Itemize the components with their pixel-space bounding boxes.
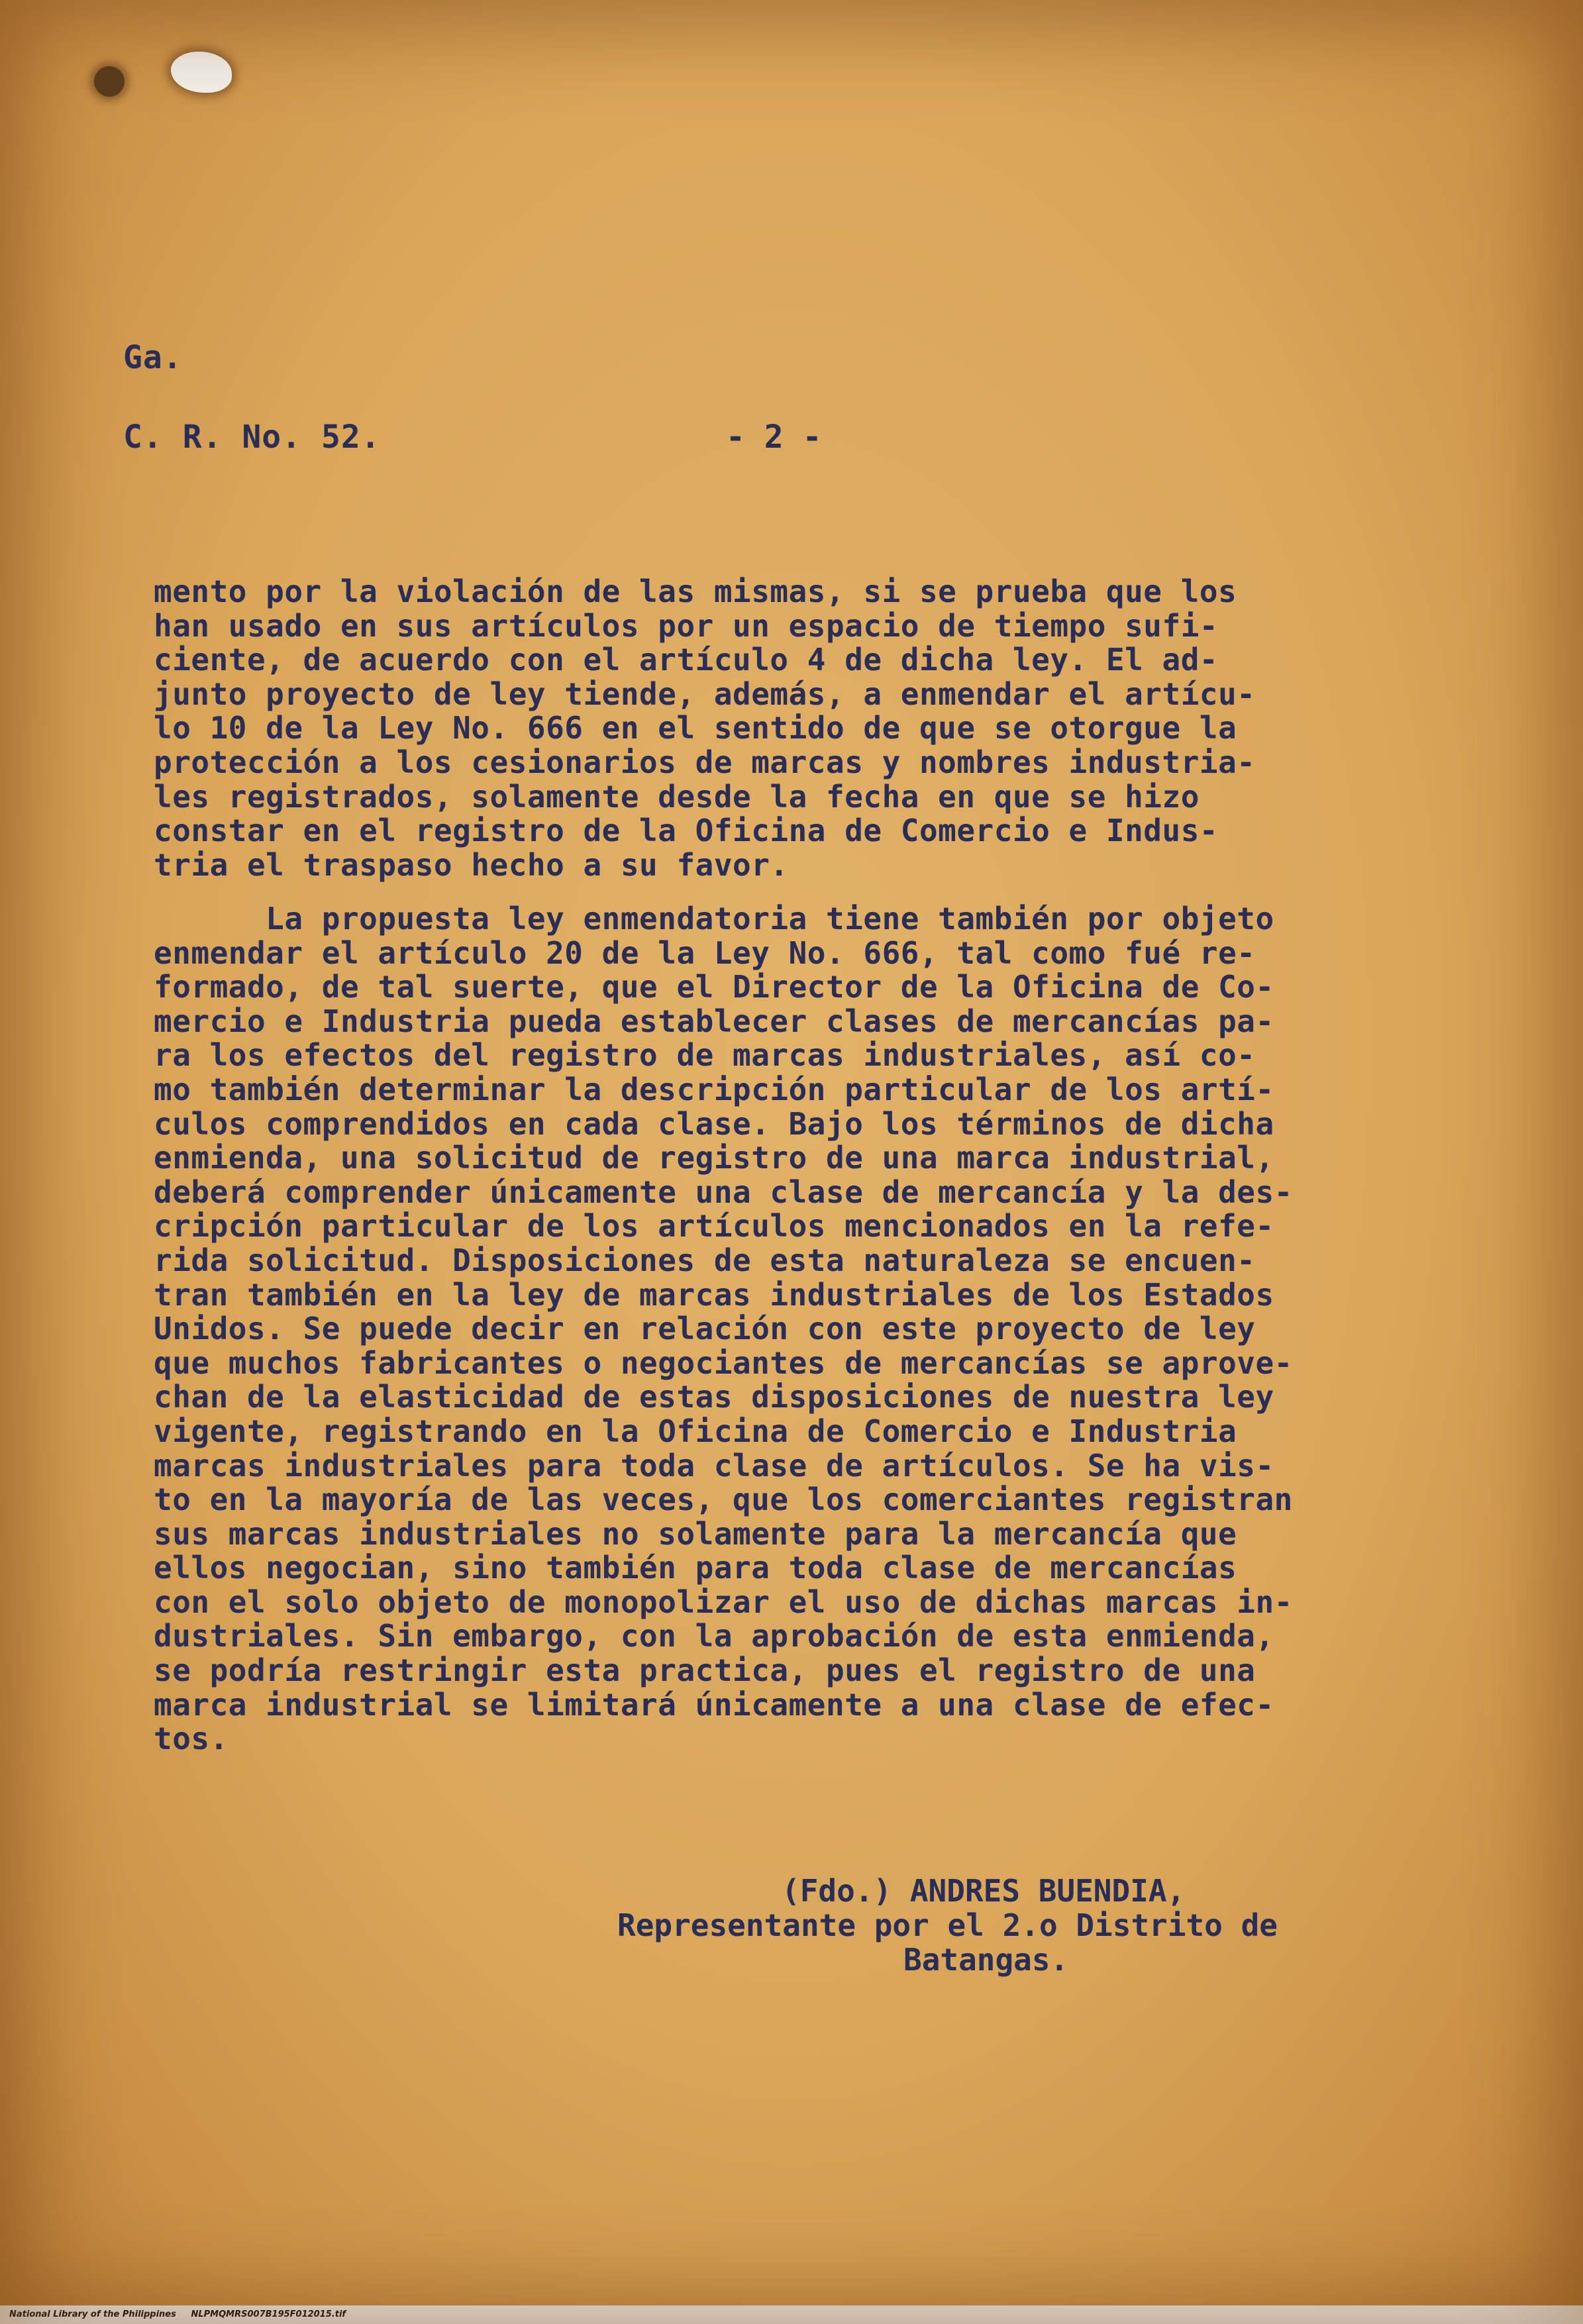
text-line: junto proyecto de ley tiende, además, a enmendar el artícu-: [154, 676, 1256, 712]
text-line: protección a los cesionarios de marcas y nombres industria-: [154, 744, 1256, 780]
punch-hole: [171, 52, 232, 93]
text-line: chan de la elasticidad de estas disposiciones de nuestra ley: [154, 1379, 1274, 1415]
page-number: - 2 -: [726, 419, 822, 456]
text-line: enmienda, una solicitud de registro de una marca industrial,: [154, 1140, 1274, 1176]
text-line: tos.: [154, 1721, 229, 1757]
text-line: tran también en la ley de marcas industriales de los Estados: [154, 1276, 1274, 1313]
text-line: ellos negocian, sino también para toda clase de mercancías: [154, 1550, 1237, 1586]
text-line: mercio e Industria pueda establecer clases de mercancías pa-: [154, 1003, 1274, 1039]
text-line: marcas industriales para toda clase de artículos. Se ha vis-: [154, 1447, 1274, 1484]
punch-hole-mark: [94, 66, 125, 97]
text-line: Unidos. Se puede decir en relación con este proyecto de ley: [154, 1311, 1256, 1347]
text-line: culos comprendidos en cada clase. Bajo los términos de dicha: [154, 1105, 1274, 1142]
typist-initials: Ga.: [123, 339, 183, 376]
text-line: vigente, registrando en la Oficina de Comercio e Industria: [154, 1413, 1237, 1449]
text-line: ra los efectos del registro de marcas industriales, así co-: [154, 1037, 1256, 1074]
text-line: con el solo objeto de monopolizar el uso de dichas marcas in-: [154, 1584, 1293, 1620]
body-paragraph-1: [154, 575, 1346, 882]
text-line: ciente, de acuerdo con el artículo 4 de dicha ley. El ad-: [154, 642, 1219, 678]
text-line: que muchos fabricantes o negociantes de mercancías se aprove-: [154, 1344, 1293, 1381]
text-line: tria el traspaso hecho a su favor.: [154, 846, 789, 883]
text-line: lo 10 de la Ley No. 666 en el sentido de que se otorgue la: [154, 710, 1237, 746]
bill-reference: C. R. No. 52.: [123, 419, 381, 456]
signatory-district: Batangas.: [903, 1942, 1069, 1978]
text-line: les registrados, solamente desde la fecha en que se hizo: [154, 778, 1200, 815]
archive-credit-strip: National Library of the Philippines NLPMQMRS007B195F012015.tif: [0, 2305, 1583, 2324]
text-line: La propuesta ley enmendatoria tiene también por objeto: [154, 901, 1274, 936]
text-line: constar en el registro de la Oficina de Comercio e Indus-: [154, 813, 1219, 849]
text-line: to en la mayoría de las veces, que los comerciantes registran: [154, 1482, 1293, 1518]
signatory-name: (Fdo.) ANDRES BUENDIA,: [782, 1873, 1186, 1909]
text-line: mento por la violación de las mismas, si se prueba que los: [154, 574, 1237, 609]
text-line: rida solicitud. Disposiciones de esta naturaleza se encuen-: [154, 1242, 1256, 1278]
text-line: se podría restringir esta practica, pues el registro de una: [154, 1652, 1256, 1689]
text-line: marca industrial se limitará únicamente a una clase de efec-: [154, 1686, 1274, 1723]
text-line: mo también determinar la descripción particular de los artí-: [154, 1071, 1274, 1107]
text-line: deberá comprender únicamente una clase de mercancía y la des-: [154, 1174, 1293, 1210]
body-paragraph-2: [154, 902, 1346, 1756]
text-line: dustriales. Sin embargo, con la aprobación de esta enmienda,: [154, 1618, 1274, 1654]
text-line: enmendar el artículo 20 de la Ley No. 666, tal como fué re-: [154, 935, 1256, 971]
text-line: han usado en sus artículos por un espacio de tiempo sufi-: [154, 607, 1219, 644]
text-line: sus marcas industriales no solamente para la mercancía que: [154, 1515, 1237, 1552]
text-line: cripción particular de los artículos mencionados en la refe-: [154, 1208, 1274, 1244]
signatory-title: Representante por el 2.o Distrito de: [617, 1907, 1278, 1943]
text-line: formado, de tal suerte, que el Director de la Oficina de Co-: [154, 969, 1274, 1005]
